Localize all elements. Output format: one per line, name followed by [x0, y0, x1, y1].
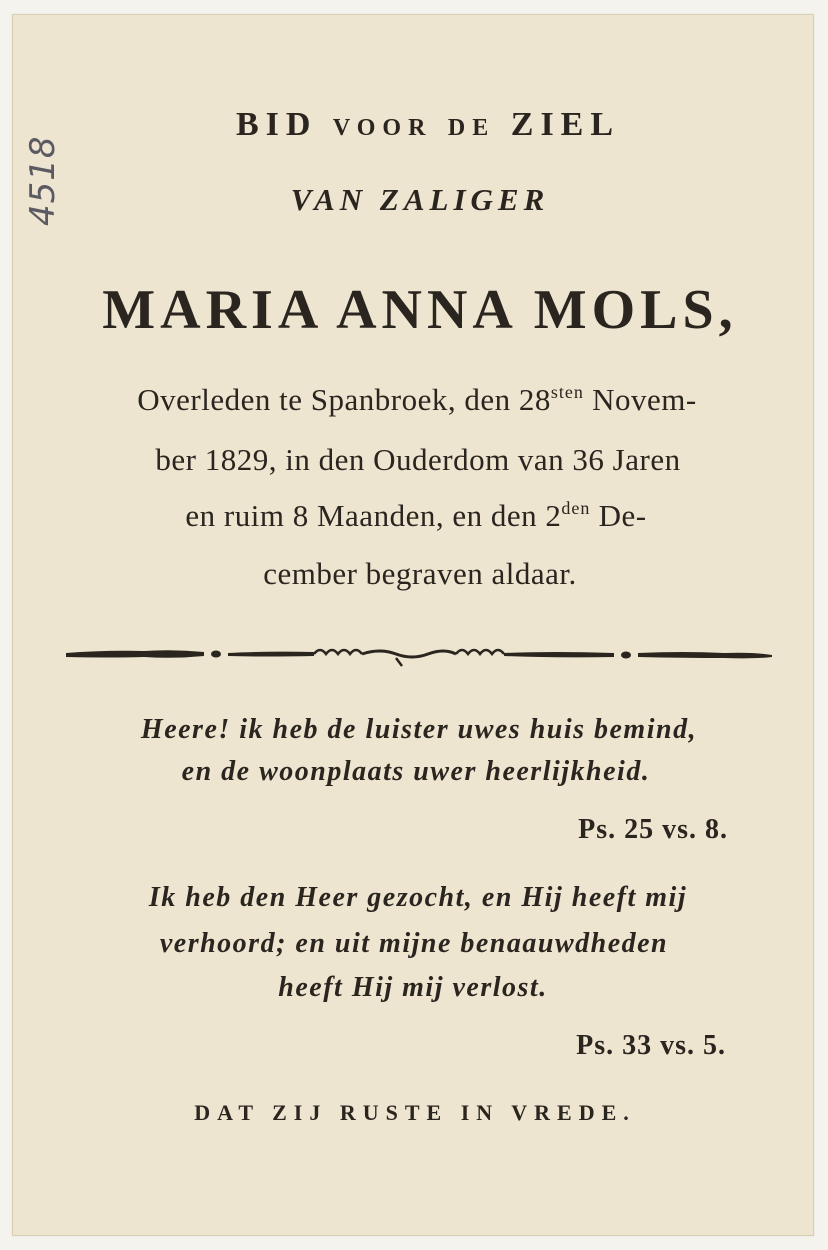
body-line-2: ber 1829, in den Ouderdom van 36 Jaren: [155, 442, 681, 477]
prayer-card: [12, 14, 814, 1236]
heading-prayer-line: BID voor de ZIEL: [235, 106, 621, 143]
heading-van-zaliger: VAN ZALIGER: [290, 182, 550, 217]
verse-1-line-1: Heere! ik heb de luister uwes huis bemind,: [140, 714, 698, 745]
closing-line: DAT ZIJ RUSTE IN VREDE.: [194, 1100, 636, 1125]
body-line-1-a: Overleden te Spanbroek, den 28: [137, 382, 551, 417]
verse-2-line-1: Ik heb den Heer gezocht, en Hij heeft mij: [148, 882, 688, 913]
body-line-4: cember begraven aldaar.: [263, 556, 577, 591]
archive-number-text: 4518: [23, 135, 63, 226]
body-line-1-b: Novem-: [583, 382, 697, 417]
body-line-1-sup: sten: [550, 382, 584, 402]
body-line-3-sup: den: [561, 498, 591, 518]
ornamental-divider: [64, 626, 774, 686]
verse-1-reference: Ps. 25 vs. 8.: [578, 814, 728, 845]
body-line-3: [12, 498, 814, 534]
body-line-3-b: De-: [590, 498, 647, 533]
body-line-1: [12, 382, 814, 418]
deceased-name: MARIA ANNA MOLS,: [102, 279, 738, 341]
verse-1-line-2: en de woonplaats uwer heerlijkheid.: [181, 756, 651, 787]
verse-2-line-2: verhoord; en uit mijne benaauwdheden: [159, 928, 669, 959]
verse-2-line-3: heeft Hij mij verlost.: [278, 972, 548, 1003]
body-line-3-a: en ruim 8 Maanden, en den 2: [185, 498, 562, 533]
verse-2-reference: Ps. 33 vs. 5.: [576, 1030, 726, 1061]
